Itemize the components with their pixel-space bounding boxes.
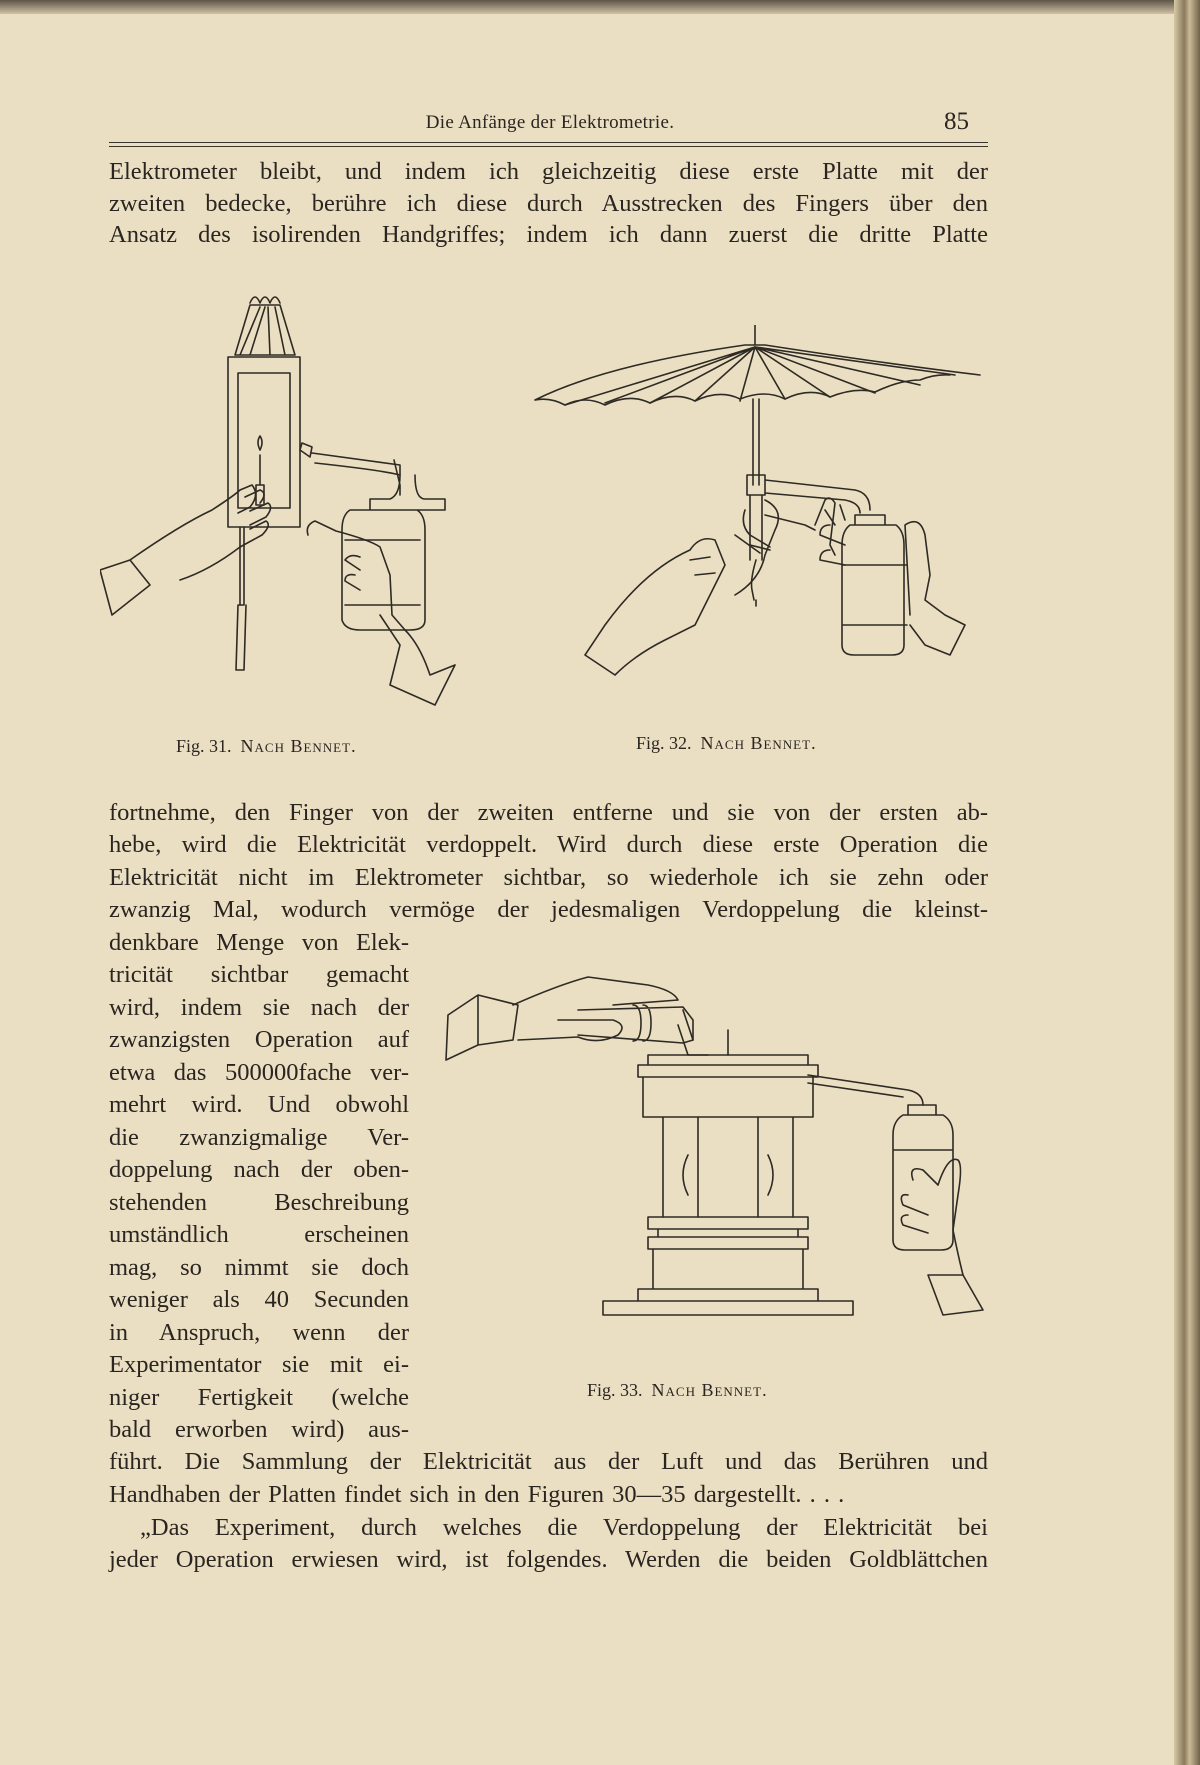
figure-32-umbrella-illustration bbox=[525, 325, 985, 725]
text-line: stehenden Beschreibung bbox=[109, 1189, 409, 1216]
text-line: Handhaben der Platten findet sich in den Figuren 30—35 dargestellt. . . . bbox=[109, 1481, 845, 1508]
text-line: führt. Die Sammlung der Elektricität aus der Luft und das Berühren und bbox=[109, 1448, 988, 1475]
page-number: 85 bbox=[944, 108, 969, 135]
figure-32-source: Nach Bennet. bbox=[700, 733, 817, 753]
figure-33-caption bbox=[587, 1380, 768, 1401]
text-line: wird, indem sie nach der bbox=[109, 994, 409, 1021]
text-line: umständlich erscheinen bbox=[109, 1221, 409, 1248]
figure-32-caption bbox=[636, 733, 817, 754]
figure-31-caption bbox=[176, 736, 357, 757]
text-line: Ansatz des isolirenden Handgriffes; indem ich dann zuerst die dritte Platte bbox=[109, 221, 988, 248]
figure-31-source: Nach Bennet. bbox=[240, 736, 357, 756]
text-line: doppelung nach der oben- bbox=[109, 1156, 409, 1183]
text-line: fortnehme, den Finger von der zweiten entferne und sie von der ersten ab- bbox=[109, 799, 988, 826]
text-line: hebe, wird die Elektricität verdoppelt. Wird durch diese erste Operation die bbox=[109, 831, 988, 858]
text-line: weniger als 40 Secunden bbox=[109, 1286, 409, 1313]
text-line: Elektrometer bleibt, und indem ich gleichzeitig diese erste Platte mit der bbox=[109, 158, 988, 185]
text-line: die zwanzigmalige Ver- bbox=[109, 1124, 409, 1151]
text-line: zwanzigsten Operation auf bbox=[109, 1026, 409, 1053]
figure-33-label: Fig. 33. bbox=[587, 1380, 643, 1400]
text-line: bald erworben wird) aus- bbox=[109, 1416, 409, 1443]
figure-32-label: Fig. 32. bbox=[636, 733, 692, 753]
text-line: mag, so nimmt sie doch bbox=[109, 1254, 409, 1281]
text-line: zwanzig Mal, wodurch vermöge der jedesmaligen Verdoppelung die kleinst- bbox=[109, 896, 988, 923]
running-title: Die Anfänge der Elektrometrie. bbox=[425, 112, 675, 133]
text-line: etwa das 500000fache ver- bbox=[109, 1059, 409, 1086]
book-top-edge bbox=[0, 0, 1200, 14]
header-rule bbox=[109, 142, 988, 143]
text-line: tricität sichtbar gemacht bbox=[109, 961, 409, 988]
text-line: Experimentator sie mit ei- bbox=[109, 1351, 409, 1378]
figure-33-source: Nach Bennet. bbox=[651, 1380, 768, 1400]
text-line: jeder Operation erwiesen wird, ist folgendes. Werden die beiden Goldblättchen bbox=[109, 1546, 988, 1573]
text-line: „Das Experiment, durch welches die Verdoppelung der Elektricität bei bbox=[140, 1514, 988, 1541]
text-line: in Anspruch, wenn der bbox=[109, 1319, 409, 1346]
figure-31-label: Fig. 31. bbox=[176, 736, 232, 756]
text-line: zweiten bedecke, berühre ich diese durch Ausstrecken des Fingers über den bbox=[109, 190, 988, 217]
text-line: niger Fertigkeit (welche bbox=[109, 1384, 409, 1411]
book-page-edge bbox=[1174, 0, 1200, 1765]
header-rule bbox=[109, 146, 988, 147]
text-line: Elektricität nicht im Elektrometer sichtbar, so wiederhole ich sie zehn oder bbox=[109, 864, 988, 891]
text-line: mehrt wird. Und obwohl bbox=[109, 1091, 409, 1118]
text-line: denkbare Menge von Elek- bbox=[109, 929, 409, 956]
figure-31-lantern-illustration bbox=[100, 285, 500, 725]
figure-33-doubler-illustration bbox=[438, 965, 998, 1355]
